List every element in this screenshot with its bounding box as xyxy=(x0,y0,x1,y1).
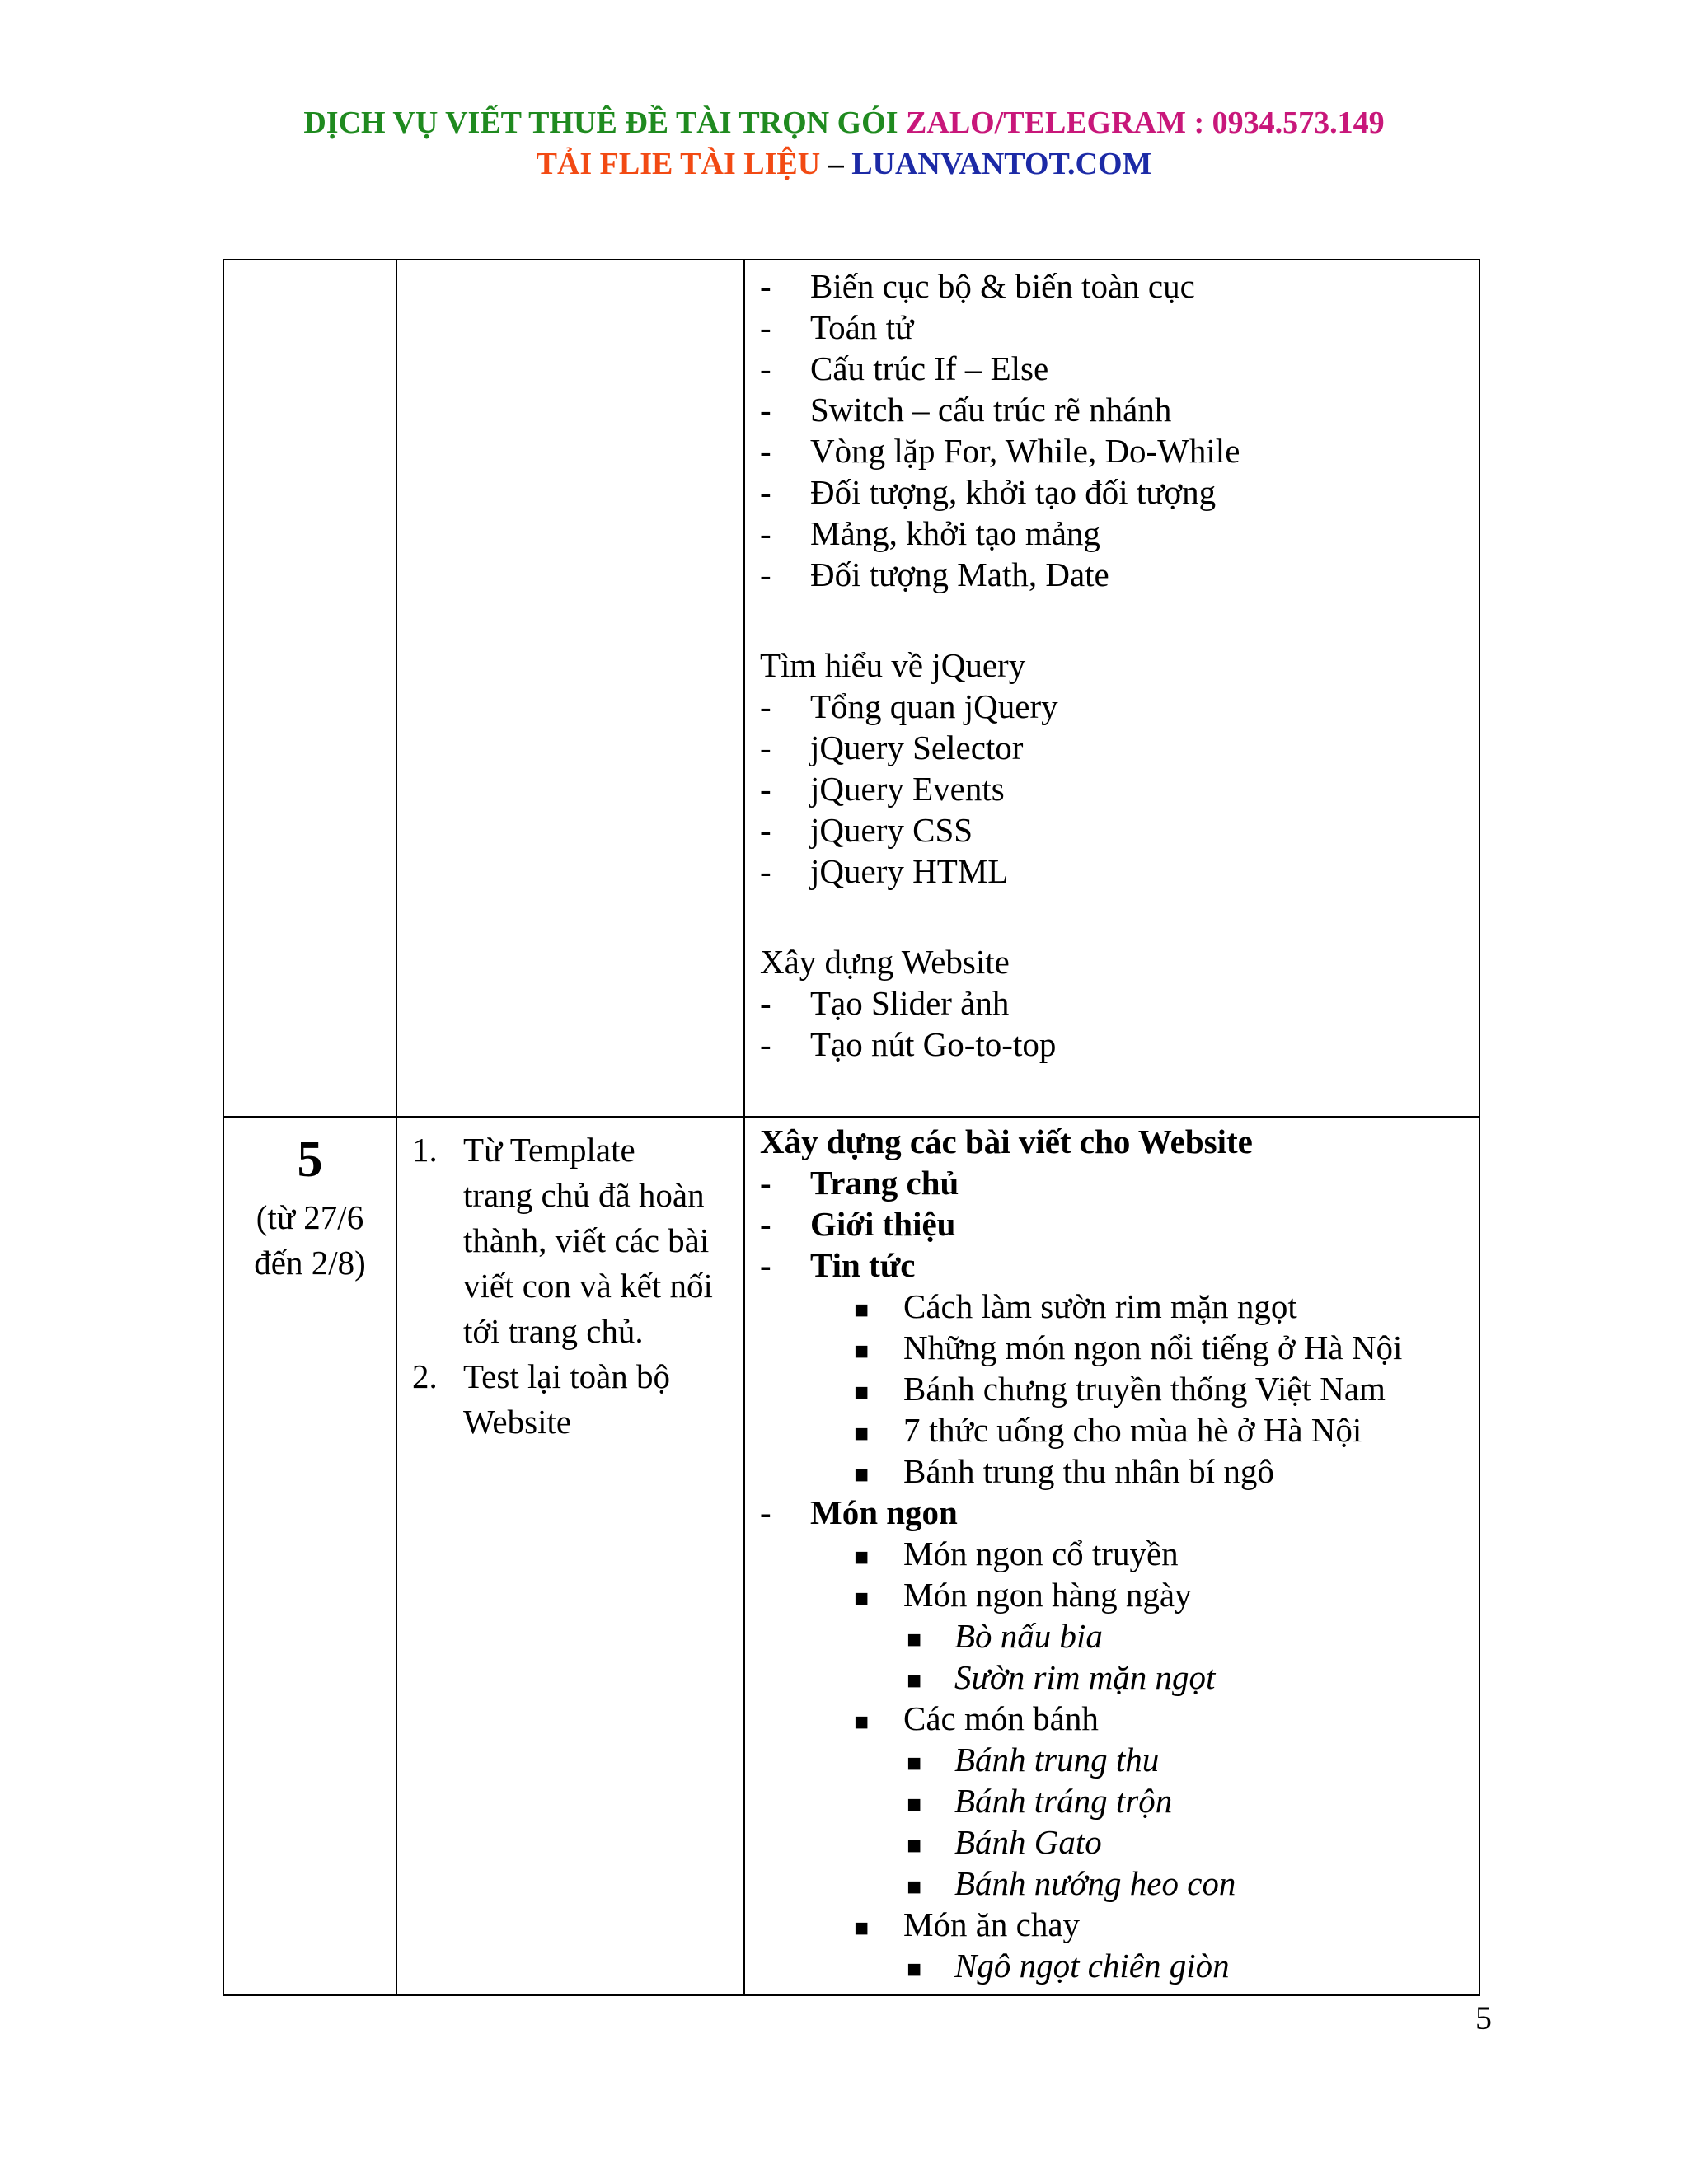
header-website-link[interactable]: LUANVANTOT.COM xyxy=(851,147,1152,181)
square-bullet-icon: ■ xyxy=(854,1461,870,1488)
week-range-start: (từ 27/6 xyxy=(256,1198,364,1236)
dash-marker: - xyxy=(760,1493,771,1531)
square-bullet-icon: ■ xyxy=(854,1708,870,1736)
section-title-jquery: Tìm hiểu về jQuery xyxy=(760,646,1026,684)
dash-marker: - xyxy=(760,473,771,511)
dash-marker: - xyxy=(760,432,771,470)
square-bullet-icon: ■ xyxy=(854,1379,870,1406)
list-item: - Trang chủ xyxy=(745,1162,1479,1203)
list-item: ■ 7 thức uống cho mùa hè ở Hà Nội xyxy=(745,1409,1479,1451)
dash-marker: - xyxy=(760,391,771,429)
list-item: ■ Sườn rim mặn ngọt xyxy=(745,1657,1479,1698)
task-number: 1. xyxy=(412,1131,438,1169)
square-bullet-icon: ■ xyxy=(854,1420,870,1447)
week-number: 5 xyxy=(297,1132,323,1188)
dash-marker: - xyxy=(760,349,771,387)
task-text-line: Từ Template xyxy=(463,1131,635,1169)
dash-marker: - xyxy=(760,852,771,890)
content-cell xyxy=(744,260,1479,1117)
schedule-table xyxy=(223,259,1480,1996)
section-title-website: Xây dựng Website xyxy=(760,943,1010,981)
list-item: ■ Bò nấu bia xyxy=(745,1615,1479,1657)
dash-marker: - xyxy=(760,555,771,593)
list-item: - jQuery Events xyxy=(745,768,1479,809)
content-cell xyxy=(744,1117,1479,1995)
list-item: ■ Bánh trung thu xyxy=(745,1739,1479,1780)
list-item: - jQuery Selector xyxy=(745,727,1479,768)
list-item: - Đối tượng Math, Date xyxy=(745,554,1479,595)
content-title: Xây dựng các bài viết cho Website xyxy=(760,1122,1253,1160)
list-item: ■ Các món bánh xyxy=(745,1698,1479,1739)
list-item: ■ Món ngon cổ truyền xyxy=(745,1533,1479,1574)
page-number: 5 xyxy=(1475,1999,1492,2036)
list-item: ■ Những món ngon nổi tiếng ở Hà Nội xyxy=(745,1327,1479,1368)
dash-marker: - xyxy=(760,1025,771,1063)
task-item xyxy=(397,1127,743,1354)
header-service-text: DỊCH VỤ VIẾT THUÊ ĐỀ TÀI TRỌN GÓI xyxy=(303,105,898,140)
list-item: - Switch – cấu trúc rẽ nhánh xyxy=(745,389,1479,430)
list-item: - Món ngon xyxy=(745,1492,1479,1533)
page-header xyxy=(0,102,1688,185)
list-item: ■ Ngô ngọt chiên giòn xyxy=(745,1945,1479,1986)
dash-marker: - xyxy=(760,1246,771,1284)
dash-marker: - xyxy=(760,984,771,1022)
square-bullet-icon: ■ xyxy=(907,1750,922,1777)
list-item: - Tin tức xyxy=(745,1244,1479,1286)
list-item: - Vòng lặp For, While, Do-While xyxy=(745,430,1479,471)
task-text-line: Test lại toàn bộ xyxy=(463,1357,671,1395)
list-item: - Cấu trúc If – Else xyxy=(745,348,1479,389)
dash-marker: - xyxy=(760,687,771,725)
table-row xyxy=(223,260,1479,1117)
list-item: ■ Bánh chưng truyền thống Việt Nam xyxy=(745,1368,1479,1409)
list-item: - jQuery CSS xyxy=(745,809,1479,851)
list-item: ■ Món ăn chay xyxy=(745,1904,1479,1945)
dash-marker: - xyxy=(760,514,771,552)
square-bullet-icon: ■ xyxy=(907,1832,922,1859)
list-item: - Giới thiệu xyxy=(745,1203,1479,1244)
square-bullet-icon: ■ xyxy=(907,1626,922,1653)
task-text-line: Website xyxy=(463,1403,572,1441)
dash-marker: - xyxy=(760,1164,771,1202)
dash-marker: - xyxy=(760,267,771,305)
dash-marker: - xyxy=(760,811,771,849)
header-line-1 xyxy=(0,102,1688,143)
square-bullet-icon: ■ xyxy=(907,1791,922,1818)
week-cell-empty xyxy=(223,260,396,1117)
square-bullet-icon: ■ xyxy=(907,1956,922,1983)
week-cell xyxy=(223,1117,396,1995)
task-item xyxy=(397,1354,743,1445)
task-text-line: thành, viết các bài xyxy=(463,1221,710,1259)
week-range-end: đến 2/8) xyxy=(254,1244,366,1282)
header-contact-text: ZALO/TELEGRAM : 0934.573.149 xyxy=(906,105,1385,140)
square-bullet-icon: ■ xyxy=(854,1296,870,1324)
square-bullet-icon: ■ xyxy=(854,1338,870,1365)
list-item: - Tạo Slider ảnh xyxy=(745,982,1479,1024)
list-item: ■ Bánh nướng heo con xyxy=(745,1863,1479,1904)
square-bullet-icon: ■ xyxy=(854,1544,870,1571)
table-row xyxy=(223,1117,1479,1995)
square-bullet-icon: ■ xyxy=(907,1667,922,1694)
list-item: ■ Món ngon hàng ngày xyxy=(745,1574,1479,1615)
dash-marker: - xyxy=(760,770,771,808)
header-line-2 xyxy=(0,143,1688,185)
square-bullet-icon: ■ xyxy=(854,1915,870,1942)
dash-marker: - xyxy=(760,729,771,766)
list-item: - Toán tử xyxy=(745,307,1479,348)
list-item: ■ Bánh tráng trộn xyxy=(745,1780,1479,1821)
task-text-line: viết con và kết nối xyxy=(463,1267,713,1305)
task-number: 2. xyxy=(412,1357,438,1395)
header-download-text: TẢI FLIE TÀI LIỆU xyxy=(536,147,821,181)
list-item: ■ Bánh trung thu nhân bí ngô xyxy=(745,1451,1479,1492)
list-item: - Tạo nút Go-to-top xyxy=(745,1024,1479,1065)
dash-marker: - xyxy=(760,1205,771,1243)
list-item: - Mảng, khởi tạo mảng xyxy=(745,513,1479,554)
dash-marker: - xyxy=(760,308,771,346)
square-bullet-icon: ■ xyxy=(854,1585,870,1612)
task-cell-empty xyxy=(396,260,744,1117)
list-item: ■ Cách làm sườn rim mặn ngọt xyxy=(745,1286,1479,1327)
list-item: - Đối tượng, khởi tạo đối tượng xyxy=(745,471,1479,513)
task-text-line: trang chủ đã hoàn xyxy=(463,1176,705,1214)
list-item: - Tổng quan jQuery xyxy=(745,686,1479,727)
list-item: - jQuery HTML xyxy=(745,851,1479,892)
task-cell xyxy=(396,1117,744,1995)
task-text-line: tới trang chủ. xyxy=(463,1312,644,1350)
header-separator: – xyxy=(828,147,844,181)
list-item: - Biến cục bộ & biến toàn cục xyxy=(745,265,1479,307)
list-item: ■ Bánh Gato xyxy=(745,1821,1479,1863)
square-bullet-icon: ■ xyxy=(907,1873,922,1900)
